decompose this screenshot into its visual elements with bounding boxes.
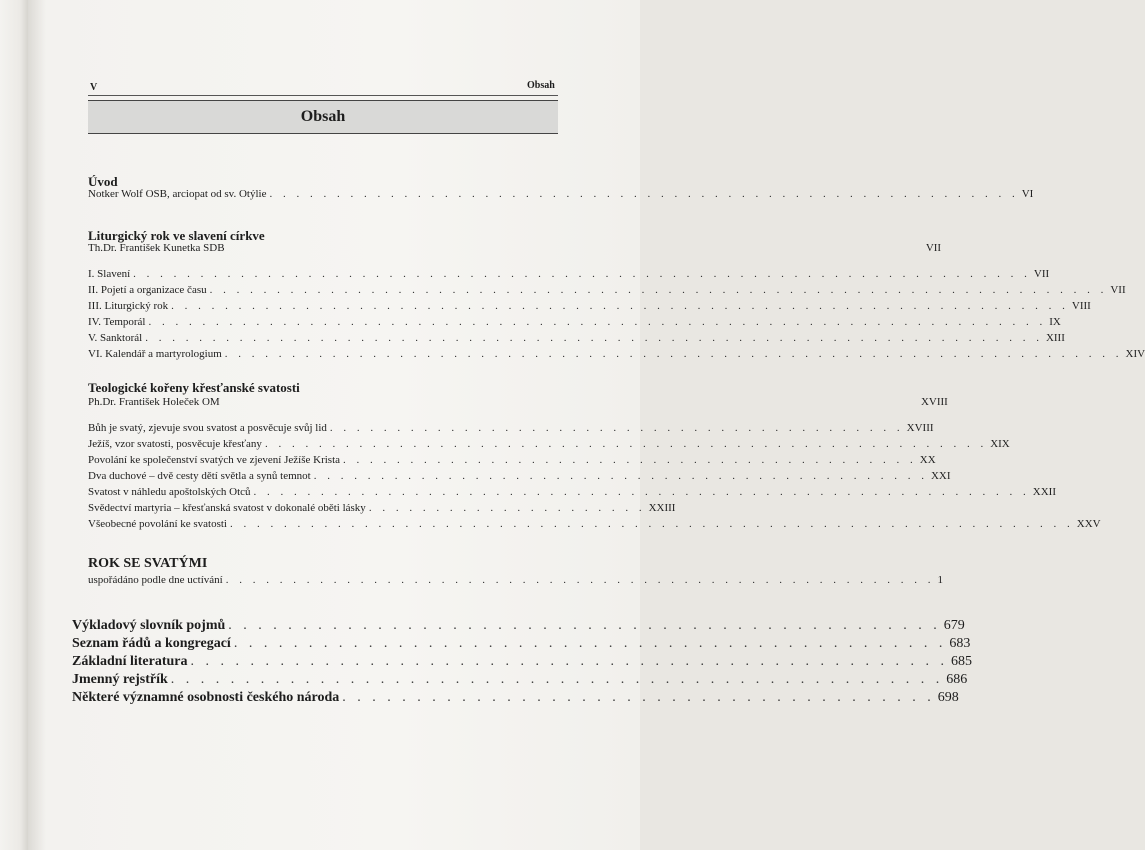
toc-label: Bůh je svatý, zjevuje svou svatost a posvěcuje svůj lid bbox=[88, 422, 327, 434]
toc-author-row bbox=[88, 242, 942, 254]
toc-label: III. Liturgický rok bbox=[88, 300, 169, 312]
toc-page: XXI bbox=[930, 470, 951, 482]
section-heading-uvod: Úvod bbox=[88, 174, 118, 189]
leader-space bbox=[228, 242, 923, 254]
toc-label: Povolání ke společenství svatých ve zjevení Ježíše Krista bbox=[88, 454, 341, 466]
toc-label: IV. Temporál bbox=[88, 316, 146, 328]
leader-dots: . . . . . . . . . . . . . . . . . . . . . . . . . . . . . . . . . . . . . . . . . . . . . . . . . . . . . . . . . . . . . . . . . . . bbox=[145, 332, 1043, 344]
book-spine-shadow bbox=[0, 0, 28, 850]
toc-label: Některé významné osobnosti českého národa bbox=[72, 690, 340, 705]
toc-page: 686 bbox=[946, 672, 968, 687]
toc-row bbox=[88, 502, 676, 514]
toc-row bbox=[88, 332, 1065, 344]
toc-label: I. Slavení bbox=[88, 268, 131, 280]
toc-page: 679 bbox=[943, 618, 965, 633]
toc-page: XIV bbox=[1125, 348, 1145, 360]
toc-page: 683 bbox=[949, 636, 971, 651]
toc-page: 1 bbox=[937, 574, 943, 586]
leader-dots: . . . . . . . . . . . . . . . . . . . . . . . . . . . . . . . . . . . . . . . . . . . bbox=[343, 454, 917, 466]
toc-label: Dva duchové – dvě cesty dětí světla a synů temnot bbox=[88, 470, 311, 482]
toc-page: XXV bbox=[1076, 518, 1101, 530]
leader-dots: . . . . . . . . . . . . . . . . . . . . . . . . . . . . . . . . . . . . . . . . . . . . . . . . . . . . . . . . . . . . . . . . . . . bbox=[171, 300, 1069, 312]
toc-row bbox=[88, 470, 951, 482]
toc-label: VI. Kalendář a martyrologium bbox=[88, 348, 222, 360]
toc-row bbox=[88, 284, 1126, 296]
leader-dots: . . . . . . . . . . . . . . . . . . . . . . . . . . . . . . . . . . . . . . . . bbox=[342, 690, 935, 705]
toc-label: Svědectví martyria – křesťanská svatost v dokonalé oběti lásky bbox=[88, 502, 366, 514]
toc-row bbox=[88, 454, 936, 466]
leader-dots: . . . . . . . . . . . . . . . . . . . . . bbox=[368, 502, 646, 514]
toc-appendix-row bbox=[72, 636, 971, 652]
toc-row bbox=[88, 188, 1034, 200]
toc-page: XXIII bbox=[648, 502, 676, 514]
toc-row bbox=[88, 438, 1010, 450]
toc-appendix-row bbox=[72, 618, 965, 634]
leader-dots: . . . . . . . . . . . . . . . . . . . . . . . . . . . . . . . . . . . . . . . . . . . . . . . . . . . . bbox=[170, 672, 944, 687]
toc-page: VII bbox=[1033, 268, 1050, 280]
toc-author: Th.Dr. František Kunetka SDB bbox=[88, 242, 225, 254]
toc-label: Výkladový slovník pojmů bbox=[72, 618, 226, 633]
toc-label: Notker Wolf OSB, arciopat od sv. Otýlie bbox=[88, 188, 267, 200]
toc-page: VII bbox=[1110, 284, 1126, 296]
leader-dots: . . . . . . . . . . . . . . . . . . . . . . . . . . . . . . . . . . . . . . . . . . . . . . . . . . . . . bbox=[225, 574, 935, 586]
leader-dots: . . . . . . . . . . . . . . . . . . . . . . . . . . . . . . . . . . . . . . . . . . . . . . . . . . . . . . . . . . . . . . . . . . . bbox=[224, 348, 1123, 360]
toc-label: Jmenný rejstřík bbox=[72, 672, 168, 687]
section-heading-liturgicky: Liturgický rok ve slavení církve bbox=[88, 228, 265, 243]
toc-row bbox=[88, 574, 943, 586]
leader-dots: . . . . . . . . . . . . . . . . . . . . . . . . . . . . . . . . . . . . . . . . . . . . . . . . . . . bbox=[190, 654, 949, 669]
leader-dots: . . . . . . . . . . . . . . . . . . . . . . . . . . . . . . . . . . . . . . . . . . . . . . . . . . . . . . . . bbox=[269, 188, 1019, 200]
leader-dots: . . . . . . . . . . . . . . . . . . . . . . . . . . . . . . . . . . . . . . . . . . . . . . bbox=[313, 470, 928, 482]
toc-page: VII bbox=[925, 242, 942, 254]
leader-dots: . . . . . . . . . . . . . . . . . . . . . . . . . . . . . . . . . . . . . . . . . . . . . . . . . . . . . . . . . . . . . . . bbox=[230, 518, 1074, 530]
toc-page: XIII bbox=[1045, 332, 1065, 344]
toc-page: XXII bbox=[1032, 486, 1057, 498]
toc-page: VIII bbox=[1071, 300, 1091, 312]
toc-page: VI bbox=[1021, 188, 1034, 200]
leader-space bbox=[223, 396, 918, 408]
leader-dots: . . . . . . . . . . . . . . . . . . . . . . . . . . . . . . . . . . . . . . . . . . . . . . . . bbox=[233, 636, 947, 651]
toc-appendix-row bbox=[72, 672, 968, 688]
toc-label: Seznam řádů a kongregací bbox=[72, 636, 231, 651]
section-heading-rok: ROK SE SVATÝMI bbox=[88, 556, 208, 571]
header-rule bbox=[88, 95, 558, 96]
toc-author-row bbox=[88, 396, 948, 408]
toc-row bbox=[88, 486, 1057, 498]
toc-label: uspořádáno podle dne uctívání bbox=[88, 574, 223, 586]
section-heading-teologicke: Teologické kořeny křesťanské svatosti bbox=[88, 380, 300, 395]
toc-author: Ph.Dr. František Holeček OM bbox=[88, 396, 220, 408]
toc-appendix-row bbox=[72, 654, 973, 670]
toc-label: Základní literatura bbox=[72, 654, 188, 669]
leader-dots: . . . . . . . . . . . . . . . . . . . . . . . . . . . . . . . . . . . . . . . . . . . . . . . . . . . . . . . . . . . . . . . . . . . bbox=[209, 284, 1108, 296]
running-page-number: V bbox=[90, 82, 98, 93]
leader-dots: . . . . . . . . . . . . . . . . . . . . . . . . . . . . . . . . . . . . . . . . . . . . . . . . . . . . . . . . . . bbox=[253, 486, 1030, 498]
toc-label: II. Pojetí a organizace času bbox=[88, 284, 207, 296]
running-title: Obsah bbox=[527, 80, 555, 91]
toc-page: 685 bbox=[951, 654, 973, 669]
toc-page: XVIII bbox=[906, 422, 934, 434]
toc-row bbox=[88, 422, 934, 434]
toc-row bbox=[88, 300, 1091, 312]
leader-dots: . . . . . . . . . . . . . . . . . . . . . . . . . . . . . . . . . . . . . . . . . . . . . . . . . . . . . . bbox=[264, 438, 988, 450]
toc-label: Svatost v náhledu apoštolských Otců bbox=[88, 486, 251, 498]
toc-appendix-row bbox=[72, 690, 959, 706]
toc-label: Všeobecné povolání ke svatosti bbox=[88, 518, 227, 530]
toc-row bbox=[88, 268, 1050, 280]
toc-row bbox=[88, 518, 1101, 530]
page-title: Obsah bbox=[88, 100, 558, 134]
leader-dots: . . . . . . . . . . . . . . . . . . . . . . . . . . . . . . . . . . . . . . . . . . . . . . . . bbox=[228, 618, 941, 633]
toc-page: XIX bbox=[990, 438, 1010, 450]
toc-page: IX bbox=[1049, 316, 1061, 328]
toc-label: V. Sanktorál bbox=[88, 332, 143, 344]
toc-label: Ježíš, vzor svatosti, posvěcuje křesťany bbox=[88, 438, 262, 450]
leader-dots: . . . . . . . . . . . . . . . . . . . . . . . . . . . . . . . . . . . . . . . . . . . . . . . . . . . . . . . . . . . . . . . . . . . bbox=[148, 316, 1047, 328]
toc-row bbox=[88, 348, 1145, 360]
toc-page: 698 bbox=[937, 690, 959, 705]
leader-dots: . . . . . . . . . . . . . . . . . . . . . . . . . . . . . . . . . . . . . . . . . . . . . . . . . . . . . . . . . . . . . . . . . . . bbox=[133, 268, 1031, 280]
toc-row bbox=[88, 316, 1061, 328]
toc-page: XVIII bbox=[920, 396, 948, 408]
leader-dots: . . . . . . . . . . . . . . . . . . . . . . . . . . . . . . . . . . . . . . . . . . . bbox=[329, 422, 904, 434]
toc-page: XX bbox=[919, 454, 936, 466]
